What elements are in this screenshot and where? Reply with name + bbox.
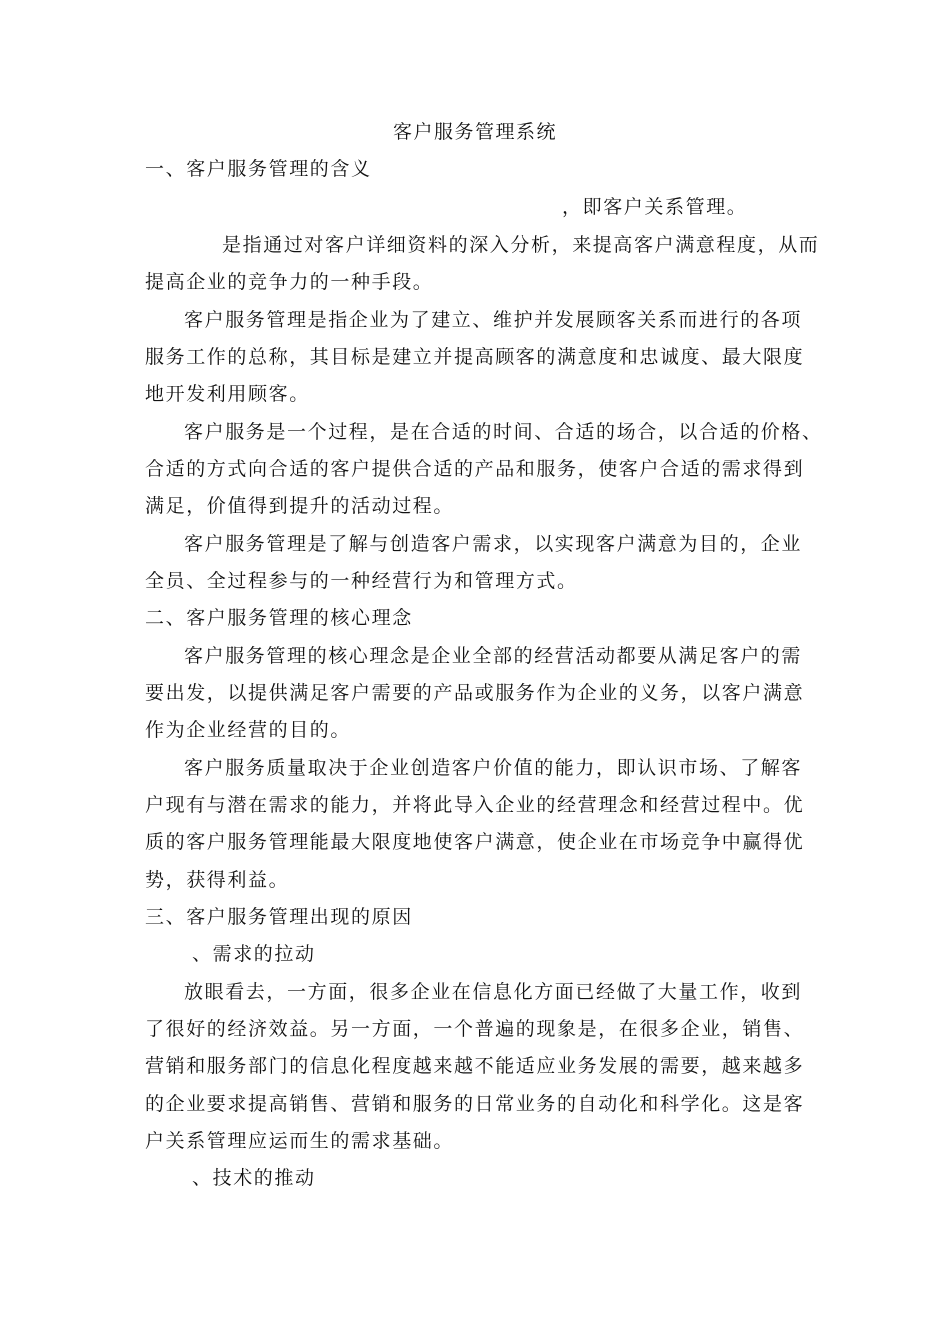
paragraph-line: 势，获得利益。	[145, 869, 290, 891]
paragraph-line: 客户服务质量取决于企业创造客户价值的能力，即认识市场、了解客	[184, 757, 803, 779]
section-heading-2: 二、客户服务管理的核心理念	[145, 607, 413, 629]
paragraph-line: 提高企业的竞争力的一种手段。	[145, 271, 434, 293]
paragraph-line: 客户服务管理是了解与创造客户需求，以实现客户满意为目的，企业	[184, 533, 803, 555]
section-heading-3: 三、客户服务管理出现的原因	[145, 906, 413, 928]
paragraph-line: 客户服务是一个过程，是在合适的时间、合适的场合，以合适的价格、	[184, 421, 823, 443]
paragraph-line: 质的客户服务管理能最大限度地使客户满意，使企业在市场竞争中赢得优	[145, 831, 805, 853]
subsection-heading: 、需求的拉动	[192, 943, 316, 965]
document-title: 客户服务管理系统	[392, 121, 557, 143]
paragraph-line: 服务工作的总称，其目标是建立并提高顾客的满意度和忠诚度、最大限度	[145, 346, 805, 368]
paragraph-line: 户关系管理应运而生的需求基础。	[145, 1130, 455, 1152]
paragraph-line: 了很好的经济效益。另一方面，一个普遍的现象是，在很多企业，销售、	[145, 1018, 805, 1040]
paragraph-line: 放眼看去，一方面，很多企业在信息化方面已经做了大量工作，收到	[184, 981, 803, 1003]
paragraph-line: 全员、全过程参与的一种经营行为和管理方式。	[145, 570, 578, 592]
paragraph-line: 客户服务管理是指企业为了建立、维护并发展顾客关系而进行的各项	[184, 309, 803, 331]
paragraph-line: 的企业要求提高销售、营销和服务的日常业务的自动化和科学化。这是客	[145, 1093, 805, 1115]
paragraph-line: 客户服务管理的核心理念是企业全部的经营活动都要从满足客户的需	[184, 645, 803, 667]
paragraph-line: 合适的方式向合适的客户提供合适的产品和服务，使客户合适的需求得到	[145, 458, 805, 480]
paragraph-line: 户现有与潜在需求的能力，并将此导入企业的经营理念和经营过程中。优	[145, 794, 805, 816]
paragraph-line: ，即客户关系管理。	[562, 196, 748, 218]
paragraph-line: 要出发，以提供满足客户需要的产品或服务作为企业的义务，以客户满意	[145, 682, 805, 704]
paragraph-line: 作为企业经营的目的。	[145, 719, 352, 741]
paragraph-line: 满足，价值得到提升的活动过程。	[145, 495, 455, 517]
section-heading-1: 一、客户服务管理的含义	[145, 158, 372, 180]
paragraph-line: 是指通过对客户详细资料的深入分析，来提高客户满意程度，从而	[222, 234, 820, 256]
paragraph-line: 营销和服务部门的信息化程度越来越不能适应业务发展的需要，越来越多	[145, 1055, 805, 1077]
paragraph-line: 地开发利用顾客。	[145, 383, 310, 405]
subsection-heading: 、技术的推动	[192, 1167, 316, 1189]
